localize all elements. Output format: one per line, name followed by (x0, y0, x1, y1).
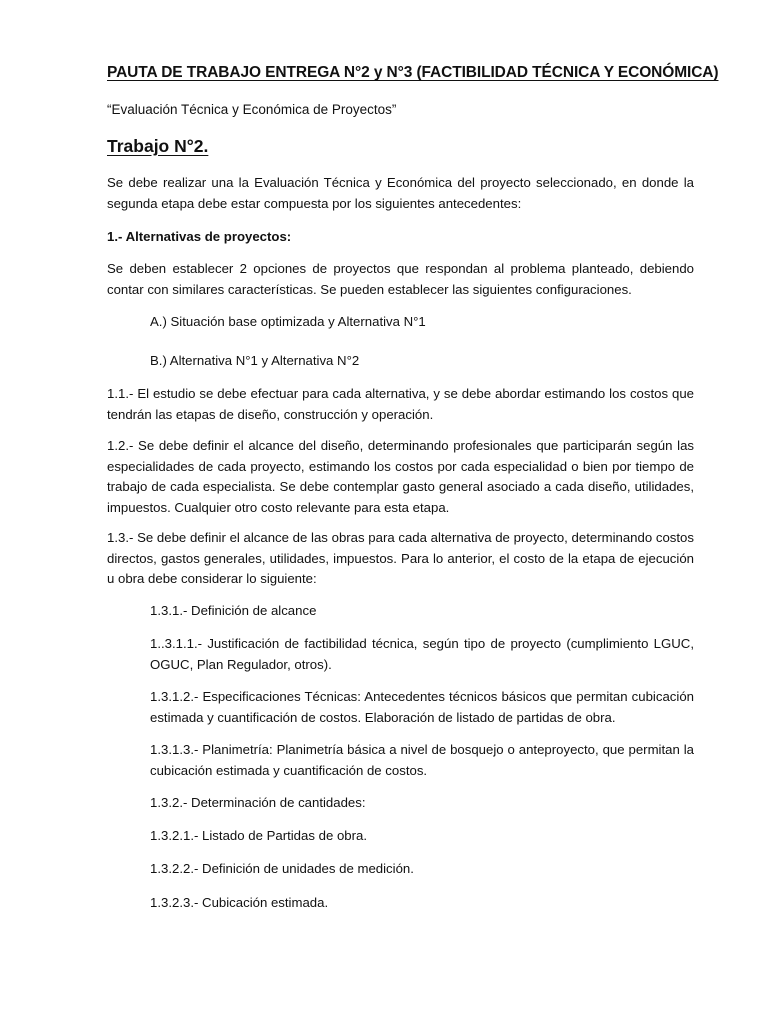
document-subtitle: “Evaluación Técnica y Económica de Proyectos” (107, 102, 397, 117)
paragraph-1-3-1-3: 1.3.1.3.- Planimetría: Planimetría básica a nivel de bosquejo o anteproyecto, que permitan la cubicación estimada y cuantificación de costos. (150, 742, 694, 778)
paragraph-1-3-2: 1.3.2.- Determinación de cantidades: (150, 795, 366, 810)
paragraph-1-3: 1.3.- Se debe definir el alcance de las obras para cada alternativa de proyecto, determinando costos directos, gastos generales, utilidades, impuestos. Para lo anterior, el costo de la etapa de ejecución u obra debe considerar lo siguiente: (107, 530, 694, 586)
alternatives-heading: 1.- Alternativas de proyectos: (107, 229, 292, 244)
option-a: A.) Situación base optimizada y Alternativa N°1 (150, 314, 426, 329)
paragraph-1-3-1-2: 1.3.1.2.- Especificaciones Técnicas: Antecedentes técnicos básicos que permitan cubicación estimada y cuantificación de costos. Elaboración de listado de partidas de obra. (150, 689, 694, 725)
paragraph-1-2: 1.2.- Se debe definir el alcance del diseño, determinando profesionales que participarán según las especialidades de cada proyecto, estimando los costos por cada especialidad o bien por tiempo de trabajo de cada especialista. Se debe contemplar gasto general asociado a cada diseño, utilidades, impuestos. Cualquier otro costo relevante para esta etapa. (107, 438, 694, 515)
paragraph-1-3-2-3: 1.3.2.3.- Cubicación estimada. (150, 895, 329, 910)
option-b: B.) Alternativa N°1 y Alternativa N°2 (150, 353, 360, 368)
paragraph-1-3-2-1: 1.3.2.1.- Listado de Partidas de obra. (150, 828, 368, 843)
alternatives-paragraph: Se deben establecer 2 opciones de proyectos que respondan al problema planteado, debiendo contar con similares características. Se pueden establecer las siguientes configuraciones. (107, 261, 694, 297)
paragraph-1-3-2-2: 1.3.2.2.- Definición de unidades de medición. (150, 861, 414, 876)
document-title: PAUTA DE TRABAJO ENTREGA N°2 y N°3 (FACTIBILIDAD TÉCNICA Y ECONÓMICA) (107, 64, 719, 81)
paragraph-1-3-1: 1.3.1.- Definición de alcance (150, 603, 317, 618)
paragraph-1-1: 1.1.- El estudio se debe efectuar para cada alternativa, y se debe abordar estimando los costos que tendrán las etapas de diseño, construcción y operación. (107, 386, 694, 422)
paragraph-1-3-1-1: 1..3.1.1.- Justificación de factibilidad técnica, según tipo de proyecto (cumplimiento LGUC, OGUC, Plan Regulador, otros). (150, 636, 694, 672)
intro-paragraph: Se debe realizar una la Evaluación Técnica y Económica del proyecto seleccionado, en donde la segunda etapa debe estar compuesta por los siguientes antecedentes: (107, 175, 694, 211)
section-heading: Trabajo N°2. (107, 136, 209, 156)
